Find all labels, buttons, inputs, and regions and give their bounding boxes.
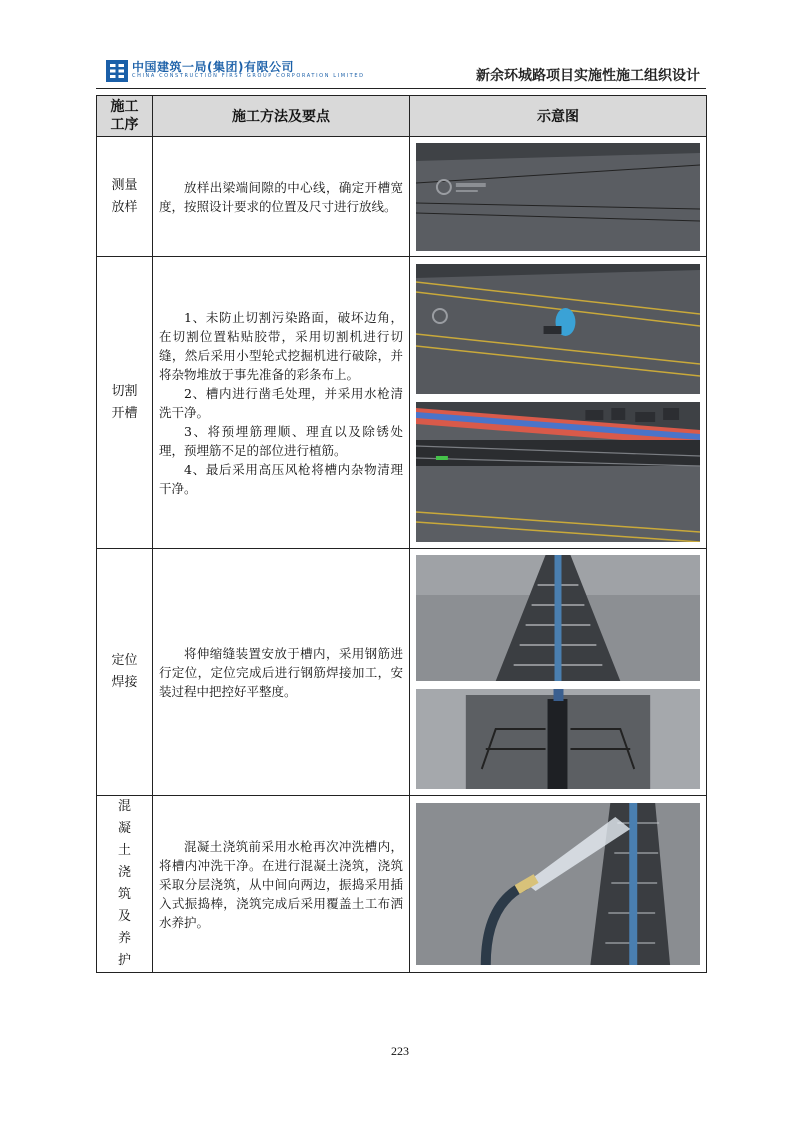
header-divider (96, 88, 706, 89)
road-marking-render (416, 143, 700, 251)
method-paragraph: 3、将预埋筋理顺、理直以及除锈处理，预埋筋不足的部位进行植筋。 (159, 423, 403, 458)
diagram-cell (410, 549, 707, 796)
step-cell: 切割开槽 (97, 257, 153, 549)
rebar-positioning-render (416, 555, 700, 681)
header-diagram: 示意图 (410, 96, 707, 137)
step-cell: 测量放样 (97, 137, 153, 257)
trench-demolition-render (416, 402, 700, 542)
method-cell (153, 796, 410, 973)
table-row (97, 137, 707, 257)
method-paragraph: 2、槽内进行凿毛处理，并采用水枪清洗干净。 (159, 385, 403, 420)
method-paragraph: 放样出梁端间隙的中心线，确定开槽宽度，按照设计要求的位置及尺寸进行放线。 (159, 179, 403, 214)
method-cell (153, 549, 410, 796)
table-header-row (97, 96, 707, 137)
step-cell: 混凝土浇筑及养护 (97, 796, 153, 973)
page-number: 223 (391, 1044, 409, 1058)
diagram-cell (410, 257, 707, 549)
water-gun-washing-render (416, 803, 700, 965)
step-cell: 定位焊接 (97, 549, 153, 796)
method-paragraph: 混凝土浇筑前采用水枪再次冲洗槽内，将槽内冲洗干净。在进行混凝土浇筑，浇筑采取分层浇筑，从中间向两边，振捣采用插入式振捣棒，浇筑完成后采用覆盖土工布洒水养护。 (159, 838, 403, 930)
company-name-cn: 中国建筑一局(集团)有限公司 (132, 60, 294, 74)
method-paragraph: 4、最后采用高压风枪将槽内杂物清理干净。 (159, 461, 403, 496)
header-step: 施工工序 (97, 96, 153, 137)
page-header (96, 56, 706, 88)
table-row (97, 549, 707, 796)
document-title: 新余环城路项目实施性施工组织设计 (476, 68, 700, 84)
method-cell (153, 137, 410, 257)
company-name-en: CHINA CONSTRUCTION FIRST GROUP CORPORATION LIMITED (132, 73, 365, 79)
cutting-machine-render (416, 264, 700, 394)
construction-process-table (96, 95, 707, 973)
diagram-cell (410, 137, 707, 257)
method-cell (153, 257, 410, 549)
table-row (97, 257, 707, 549)
cscec-logo-icon (106, 60, 128, 82)
method-paragraph: 1、未防止切割污染路面，破坏边角，在切割位置粘贴胶带，采用切割机进行切缝，然后采用小型轮式挖掘机进行破除，并将杂物堆放于事先准备的彩条布上。 (159, 309, 403, 382)
method-paragraph: 将伸缩缝装置安放于槽内，采用钢筋进行定位，定位完成后进行钢筋焊接加工，安装过程中把控好平整度。 (159, 645, 403, 699)
table-row (97, 796, 707, 973)
header-method: 施工方法及要点 (153, 96, 410, 137)
welding-section-render (416, 689, 700, 789)
diagram-cell (410, 796, 707, 973)
